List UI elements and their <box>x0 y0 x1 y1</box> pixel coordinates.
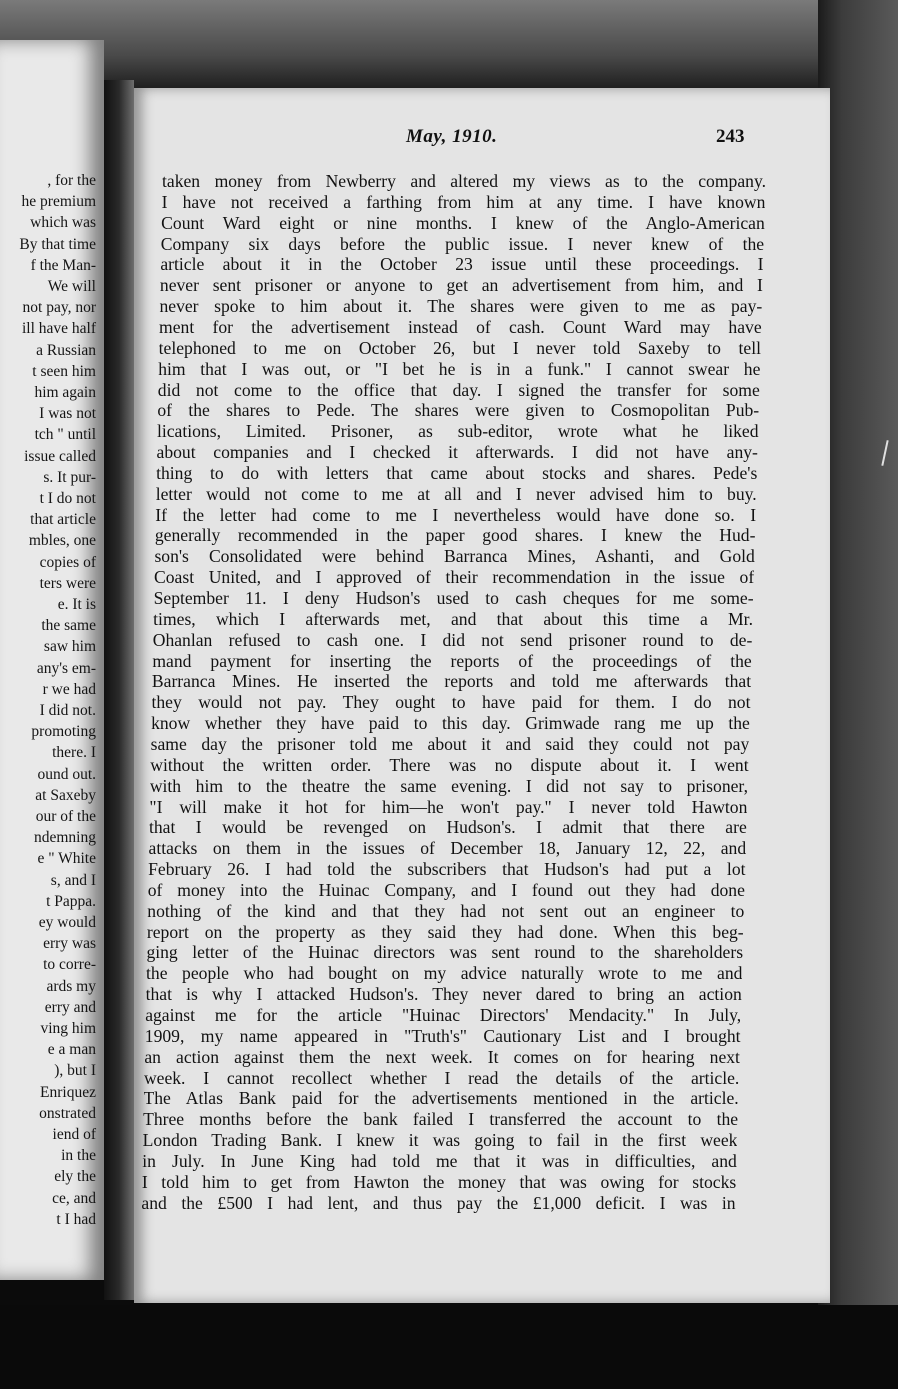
body-line: the people who had bought on my advice naturally wrote to me and <box>146 963 743 984</box>
body-line: I told him to get from Hawton the money that was owing for stocks <box>141 1171 737 1192</box>
body-line: know whether they have paid to this day. Grimwade rang me up the <box>151 713 750 734</box>
body-line: Three months before the bank failed I transferred the account to the <box>143 1109 739 1130</box>
facing-page-line: issue called <box>24 447 96 465</box>
facing-page-line: to corre- <box>43 956 96 974</box>
body-line: generally recommended in the paper good shares. I knew the Hud- <box>154 525 756 546</box>
facing-page-line: ce, and <box>52 1189 96 1207</box>
facing-page-line: the same <box>41 617 96 635</box>
body-line: mand payment for inserting the reports of the proceedings of the <box>152 650 752 671</box>
facing-page-line: ving him <box>40 1020 96 1037</box>
body-line: Ohanlan refused to cash one. I did not send prisoner round to de- <box>152 629 753 650</box>
body-line: lications, Limited. Prisoner, as sub-editor, wrote what he liked <box>156 421 759 442</box>
facing-page-line: s, and I <box>50 871 96 889</box>
facing-page-line: ely the <box>54 1168 96 1186</box>
body-line: report on the property as they said they had done. When this beg- <box>146 921 744 942</box>
facing-page-line: ill have half <box>21 320 96 338</box>
body-line: ment for the advertisement instead of cash. Count Ward may have <box>159 316 762 337</box>
facing-page-line: tch " until <box>34 426 96 444</box>
body-line: 1909, my name appeared in "Truth's" Cautionary List and I brought <box>144 1025 741 1046</box>
body-line: The Atlas Bank paid for the advertisements mentioned in the article. <box>143 1088 739 1109</box>
facing-page-line: ters were <box>39 574 96 592</box>
body-line: of the shares to Pede. The shares were given to Cosmopolitan Pub- <box>157 400 760 421</box>
facing-page-line: e. It is <box>57 596 96 613</box>
facing-page-line: ound out. <box>37 765 96 783</box>
body-line: thing to do with letters that came about stocks and shares. Pede's <box>156 462 758 483</box>
body-line: about companies and I checked it afterwards. I did not have any- <box>156 442 758 463</box>
body-line: If the letter had come to me I nevertheless would have done so. I <box>155 504 757 525</box>
facing-page-line: any's em- <box>36 659 96 677</box>
facing-page-line: erry was <box>43 935 96 953</box>
facing-page-line: promoting <box>31 723 96 741</box>
facing-page-line: he premium <box>21 193 96 211</box>
body-line: taken money from Newberry and altered my views as to the company. <box>162 171 766 191</box>
facing-page-line: e " White <box>37 850 96 868</box>
facing-page-line: ards my <box>46 977 96 995</box>
facing-page-line: , for the <box>47 172 96 189</box>
facing-page-line: ndemning <box>34 829 96 847</box>
body-line: without the written order. There was no dispute about it. I went <box>150 754 749 775</box>
facing-page-line: mbles, one <box>28 532 96 550</box>
facing-page-line: onstrated <box>39 1104 96 1122</box>
facing-page-line: him again <box>34 384 96 401</box>
body-line: same day the prisoner told me about it and said they could not pay <box>150 733 750 754</box>
body-line: telephoned to me on October 26, but I never told Saxeby to tell <box>158 337 762 358</box>
running-head-year: 1910. <box>452 126 498 147</box>
facing-page-line: there. I <box>52 744 96 762</box>
body-line: of money into the Huinac Company, and I found out they had done <box>147 879 745 900</box>
body-line: week. I cannot recollect whether I read the details of the article. <box>143 1067 740 1088</box>
body-line: letter would not come to me at all and I never advised him to buy. <box>155 483 757 504</box>
body-line: Barranca Mines. He inserted the reports and told me afterwards that <box>151 671 752 692</box>
body-line: son's Consolidated were behind Barranca Mines, Ashanti, and Gold <box>154 546 755 567</box>
body-line: against me for the article "Huinac Directors' Mendacity." In July, <box>145 1005 742 1025</box>
facing-page-line: s. It pur- <box>43 468 96 486</box>
facing-page-line: We will <box>47 278 96 295</box>
body-line: that is why I attacked Hudson's. They never dared to bring an action <box>145 984 742 1005</box>
film-edge-right <box>818 0 898 1389</box>
facing-page-fragment <box>0 40 104 1280</box>
facing-page-line: our of the <box>35 808 96 825</box>
running-head-date <box>406 126 497 148</box>
body-line: article about it in the October 23 issue until these proceedings. I <box>160 254 764 275</box>
facing-page-line: I was not <box>39 405 96 423</box>
facing-page-line: saw him <box>43 638 96 656</box>
body-line: an action against them the next week. It comes on for hearing next <box>144 1046 740 1067</box>
running-head-month: May, <box>406 126 447 147</box>
body-line: Coast United, and I approved of their recommendation in the issue of <box>154 567 755 588</box>
film-edge-top <box>0 0 898 92</box>
body-line: Company six days before the public issue. I never knew of the <box>160 233 765 254</box>
body-line: times, which I afterwards met, and that about this time a Mr. <box>153 608 753 629</box>
body-line: they would not pay. They ought to have paid for them. I do not <box>151 692 751 713</box>
page-number: 243 <box>716 126 745 147</box>
facing-page-line: ey would <box>38 914 96 931</box>
facing-page-line: erry and <box>44 998 96 1016</box>
facing-page-line: I did not. <box>39 702 96 719</box>
body-line: with him to the theatre the same evening. I did not say to prisoner, <box>149 775 748 796</box>
book-gutter <box>104 80 134 1300</box>
facing-page-line: t I had <box>56 1210 96 1228</box>
body-line: never sent prisoner or anyone to get an advertisement from him, and I <box>159 275 763 296</box>
body-line: in July. In June King had told me that it was in difficulties, and <box>142 1150 737 1171</box>
facing-page-line: at Saxeby <box>35 786 96 804</box>
facing-page-line: ), but I <box>54 1062 96 1080</box>
facing-page-line: t Pappa. <box>46 892 96 910</box>
facing-page-line: By that time <box>19 235 96 253</box>
body-line: February 26. I had told the subscribers that Hudson's had put a lot <box>148 859 746 880</box>
facing-page-line: a Russian <box>36 341 96 359</box>
body-line: September 11. I deny Hudson's used to cash cheques for me some- <box>153 588 754 608</box>
body-line: "I will make it hot for him—he won't pay." I never told Hawton <box>149 796 748 817</box>
facing-page-line: r we had <box>42 680 96 698</box>
body-line: that I would be revenged on Hudson's. I admit that there are <box>148 817 747 838</box>
body-line: never spoke to him about it. The shares were given to me as pay- <box>159 296 763 317</box>
body-line: attacks on them in the issues of December 18, January 12, 22, and <box>148 838 747 859</box>
body-line: nothing of the kind and that they had not sent out an engineer to <box>147 900 745 921</box>
facing-page-line: which was <box>30 214 96 232</box>
film-edge-bottom <box>0 1305 898 1389</box>
facing-page-line: f the Man- <box>30 256 96 274</box>
body-line: London Trading Bank. I knew it was going to fail in the first week <box>142 1130 738 1151</box>
body-line: and the £500 I had lent, and thus pay the £1,000 deficit. I was in <box>141 1192 736 1213</box>
body-line: I have not received a farthing from him at any time. I have known <box>161 191 766 212</box>
body-line: did not come to the office that day. I signed the transfer for some <box>157 379 760 400</box>
facing-page-line: in the <box>61 1147 96 1165</box>
facing-page-line: t I do not <box>39 490 96 507</box>
facing-page-line: copies of <box>39 553 96 571</box>
facing-page-line: not pay, nor <box>22 299 96 317</box>
body-line: Count Ward eight or nine months. I knew of the Anglo-American <box>161 212 765 233</box>
facing-page-line: e a man <box>47 1041 96 1059</box>
body-line: ging letter of the Huinac directors was sent round to the shareholders <box>146 942 744 963</box>
facing-page-line: t seen him <box>32 362 96 380</box>
facing-page-line: iend of <box>52 1126 96 1143</box>
facing-page-line: that article <box>30 511 96 529</box>
facing-page-line: Enriquez <box>40 1083 96 1101</box>
body-line: him that I was out, or "I bet he is in a funk." I cannot swear he <box>158 358 761 379</box>
